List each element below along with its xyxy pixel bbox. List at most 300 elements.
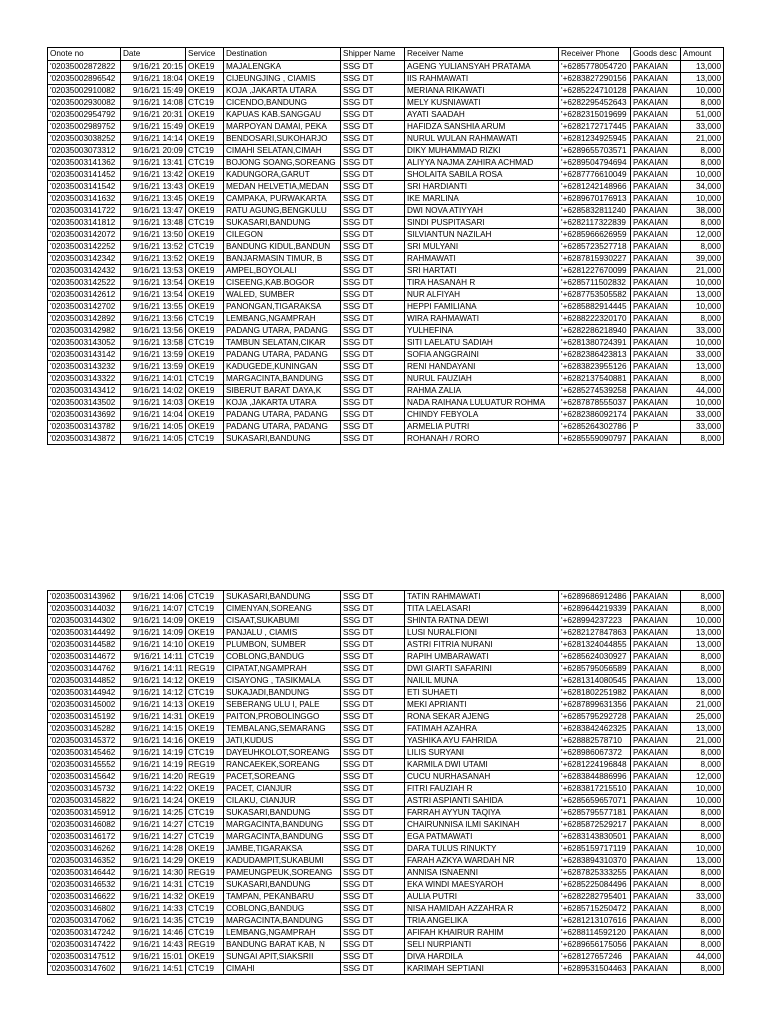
- cell-receiver-name: NADA RAIHANA LULUATUR ROHMA: [405, 397, 559, 409]
- cell-amount: 8,000: [681, 217, 724, 229]
- cell-amount: 8,000: [681, 373, 724, 385]
- table-row: [48, 591, 724, 603]
- cell-date: 9/16/21 14:32: [121, 891, 186, 903]
- cell-receiver-name: SHINTA RATNA DEWI: [405, 615, 559, 627]
- table-row: [48, 433, 724, 445]
- cell-receiver-name: TATIN RAHMAWATI: [405, 591, 559, 603]
- cell-receiver-phone: '+6281227670099: [559, 265, 631, 277]
- cell-destination: CIMAHI SELATAN,CIMAH: [224, 145, 341, 157]
- cell-onote-no: '02035003146442: [48, 867, 121, 879]
- cell-receiver-phone: '+6281380724391: [559, 337, 631, 349]
- cell-amount: 8,000: [681, 807, 724, 819]
- cell-date: 9/16/21 13:54: [121, 289, 186, 301]
- cell-receiver-phone: '+6285224710128: [559, 85, 631, 97]
- table-row: [48, 675, 724, 687]
- cell-service: OKE19: [186, 301, 224, 313]
- cell-amount: 38,000: [681, 205, 724, 217]
- cell-service: CTC19: [186, 157, 224, 169]
- cell-service: OKE19: [186, 181, 224, 193]
- cell-receiver-name: MEKI APRIANTI: [405, 699, 559, 711]
- cell-goods-desc: PAKAIAN: [631, 361, 681, 373]
- cell-service: OKE19: [186, 193, 224, 205]
- cell-destination: SEBERANG ULU I, PALE: [224, 699, 341, 711]
- shipment-table-bottom: [47, 590, 724, 975]
- cell-onote-no: '02035003146532: [48, 879, 121, 891]
- cell-onote-no: '02035002954792: [48, 109, 121, 121]
- cell-date: 9/16/21 13:42: [121, 169, 186, 181]
- cell-amount: 13,000: [681, 627, 724, 639]
- cell-service: OKE19: [186, 61, 224, 73]
- header-row: [48, 48, 724, 61]
- cell-amount: 44,000: [681, 951, 724, 963]
- cell-goods-desc: PAKAIAN: [631, 133, 681, 145]
- cell-amount: 21,000: [681, 735, 724, 747]
- cell-goods-desc: PAKAIAN: [631, 433, 681, 445]
- cell-goods-desc: PAKAIAN: [631, 603, 681, 615]
- cell-amount: 8,000: [681, 915, 724, 927]
- cell-service: CTC19: [186, 337, 224, 349]
- cell-date: 9/16/21 13:48: [121, 217, 186, 229]
- cell-receiver-name: AULIA PUTRI: [405, 891, 559, 903]
- cell-destination: BANJARMASIN TIMUR, B: [224, 253, 341, 265]
- cell-receiver-phone: '+6282286218940: [559, 325, 631, 337]
- cell-receiver-name: DIKY MUHAMMAD RIZKI: [405, 145, 559, 157]
- cell-shipper-name: SSG DT: [341, 421, 405, 433]
- cell-receiver-name: KARMILA DWI UTAMI: [405, 759, 559, 771]
- cell-service: OKE19: [186, 951, 224, 963]
- cell-destination: MARGACINTA,BANDUNG: [224, 831, 341, 843]
- cell-service: REG19: [186, 759, 224, 771]
- cell-destination: MARGACINTA,BANDUNG: [224, 819, 341, 831]
- cell-service: OKE19: [186, 361, 224, 373]
- cell-destination: CISEENG,KAB.BOGOR: [224, 277, 341, 289]
- cell-goods-desc: PAKAIAN: [631, 747, 681, 759]
- cell-date: 9/16/21 14:22: [121, 783, 186, 795]
- cell-receiver-phone: '+6287878555037: [559, 397, 631, 409]
- cell-destination: SUKASARI,BANDUNG: [224, 591, 341, 603]
- table-row: [48, 771, 724, 783]
- cell-destination: SUKAJADI,BANDUNG: [224, 687, 341, 699]
- cell-receiver-phone: '+6282137540881: [559, 373, 631, 385]
- cell-goods-desc: PAKAIAN: [631, 61, 681, 73]
- cell-receiver-name: LUSI NURALFIONI: [405, 627, 559, 639]
- table-row: [48, 289, 724, 301]
- cell-destination: CIMENYAN,SOREANG: [224, 603, 341, 615]
- cell-goods-desc: PAKAIAN: [631, 651, 681, 663]
- cell-shipper-name: SSG DT: [341, 349, 405, 361]
- cell-date: 9/16/21 15:49: [121, 121, 186, 133]
- cell-shipper-name: SSG DT: [341, 711, 405, 723]
- cell-receiver-name: DARA TULUS RINUKTY: [405, 843, 559, 855]
- cell-onote-no: '02035003144762: [48, 663, 121, 675]
- cell-goods-desc: PAKAIAN: [631, 325, 681, 337]
- cell-date: 9/16/21 14:33: [121, 903, 186, 915]
- cell-date: 9/16/21 14:11: [121, 663, 186, 675]
- table-row: [48, 963, 724, 975]
- table-row: [48, 723, 724, 735]
- cell-onote-no: '02035003142982: [48, 325, 121, 337]
- cell-date: 9/16/21 14:05: [121, 433, 186, 445]
- cell-receiver-name: CHAIRUNNISA ILMI SAKINAH: [405, 819, 559, 831]
- cell-receiver-phone: '+6289504794694: [559, 157, 631, 169]
- cell-goods-desc: PAKAIAN: [631, 157, 681, 169]
- cell-receiver-name: TIRA HASANAH R: [405, 277, 559, 289]
- cell-shipper-name: SSG DT: [341, 807, 405, 819]
- cell-date: 9/16/21 13:41: [121, 157, 186, 169]
- cell-shipper-name: SSG DT: [341, 783, 405, 795]
- cell-goods-desc: PAKAIAN: [631, 663, 681, 675]
- cell-amount: 8,000: [681, 927, 724, 939]
- table-row: [48, 711, 724, 723]
- cell-amount: 8,000: [681, 603, 724, 615]
- cell-amount: 8,000: [681, 759, 724, 771]
- cell-onote-no: '02035003146172: [48, 831, 121, 843]
- table-row: [48, 85, 724, 97]
- cell-receiver-name: FARAH AZKYA WARDAH NR: [405, 855, 559, 867]
- cell-shipper-name: SSG DT: [341, 361, 405, 373]
- table-row: [48, 385, 724, 397]
- cell-date: 9/16/21 14:02: [121, 385, 186, 397]
- cell-service: OKE19: [186, 783, 224, 795]
- cell-service: OKE19: [186, 675, 224, 687]
- cell-service: CTC19: [186, 145, 224, 157]
- cell-receiver-phone: '+6285559090797: [559, 433, 631, 445]
- cell-date: 9/16/21 20:31: [121, 109, 186, 121]
- cell-onote-no: '02035003145822: [48, 795, 121, 807]
- cell-receiver-name: CHINDY FEBYOLA: [405, 409, 559, 421]
- cell-goods-desc: PAKAIAN: [631, 409, 681, 421]
- cell-destination: SUKASARI,BANDUNG: [224, 217, 341, 229]
- cell-receiver-name: SINDI PUSPITASARI: [405, 217, 559, 229]
- cell-receiver-phone: '+6289644219339: [559, 603, 631, 615]
- cell-amount: 13,000: [681, 675, 724, 687]
- cell-goods-desc: PAKAIAN: [631, 675, 681, 687]
- cell-onote-no: '02035003141812: [48, 217, 121, 229]
- cell-receiver-phone: '+6282386092174: [559, 409, 631, 421]
- cell-onote-no: '02035003143322: [48, 373, 121, 385]
- cell-receiver-name: HEPPI FAMILIANA: [405, 301, 559, 313]
- cell-goods-desc: PAKAIAN: [631, 867, 681, 879]
- cell-onote-no: '02035003145002: [48, 699, 121, 711]
- cell-service: OKE19: [186, 385, 224, 397]
- cell-receiver-phone: '+6281802251982: [559, 687, 631, 699]
- cell-receiver-name: RAHMAWATI: [405, 253, 559, 265]
- cell-goods-desc: PAKAIAN: [631, 397, 681, 409]
- cell-amount: 13,000: [681, 61, 724, 73]
- cell-onote-no: '02035003143412: [48, 385, 121, 397]
- cell-amount: 8,000: [681, 747, 724, 759]
- cell-receiver-name: ETI SUHAETI: [405, 687, 559, 699]
- cell-receiver-phone: '+6283842462325: [559, 723, 631, 735]
- cell-goods-desc: PAKAIAN: [631, 205, 681, 217]
- cell-receiver-name: IIS RAHMAWATI: [405, 73, 559, 85]
- cell-date: 9/16/21 14:13: [121, 699, 186, 711]
- cell-receiver-phone: '+6289686912486: [559, 591, 631, 603]
- cell-date: 9/16/21 15:49: [121, 85, 186, 97]
- cell-onote-no: '02035003142252: [48, 241, 121, 253]
- cell-receiver-phone: '+6285832811240: [559, 205, 631, 217]
- cell-onote-no: '02035003142432: [48, 265, 121, 277]
- cell-shipper-name: SSG DT: [341, 229, 405, 241]
- cell-onote-no: '02035003144852: [48, 675, 121, 687]
- cell-goods-desc: PAKAIAN: [631, 85, 681, 97]
- cell-service: CTC19: [186, 373, 224, 385]
- cell-receiver-phone: '+6285711502832: [559, 277, 631, 289]
- table-row: [48, 663, 724, 675]
- cell-destination: BENDOSARI,SUKOHARJO: [224, 133, 341, 145]
- table-row: [48, 855, 724, 867]
- cell-shipper-name: SSG DT: [341, 639, 405, 651]
- header-service: Service: [186, 48, 224, 61]
- cell-onote-no: '02035003146622: [48, 891, 121, 903]
- cell-onote-no: '02035003143502: [48, 397, 121, 409]
- cell-receiver-name: ALIYYA NAJMA ZAHIRA ACHMAD: [405, 157, 559, 169]
- cell-receiver-name: RENI HANDAYANI: [405, 361, 559, 373]
- cell-service: OKE19: [186, 891, 224, 903]
- cell-onote-no: '02035003143142: [48, 349, 121, 361]
- header-receiver-name: Receiver Name: [405, 48, 559, 61]
- cell-receiver-name: DWI GIARTI SAFARINI: [405, 663, 559, 675]
- cell-service: OKE19: [186, 843, 224, 855]
- table-row: [48, 747, 724, 759]
- cell-date: 9/16/21 14:12: [121, 687, 186, 699]
- cell-receiver-phone: '+628882578710: [559, 735, 631, 747]
- cell-amount: 33,000: [681, 409, 724, 421]
- cell-service: OKE19: [186, 615, 224, 627]
- cell-shipper-name: SSG DT: [341, 325, 405, 337]
- cell-receiver-name: EKA WINDI MAESYAROH: [405, 879, 559, 891]
- cell-receiver-name: AGENG YULIANSYAH PRATAMA: [405, 61, 559, 73]
- cell-receiver-phone: '+628127657246: [559, 951, 631, 963]
- cell-amount: 10,000: [681, 843, 724, 855]
- cell-shipper-name: SSG DT: [341, 85, 405, 97]
- cell-shipper-name: SSG DT: [341, 831, 405, 843]
- cell-receiver-phone: '+6289670176913: [559, 193, 631, 205]
- cell-receiver-phone: '+6281213107616: [559, 915, 631, 927]
- table-row: [48, 205, 724, 217]
- table-row: [48, 843, 724, 855]
- cell-receiver-name: SRI MULYANI: [405, 241, 559, 253]
- cell-destination: PADANG UTARA, PADANG: [224, 325, 341, 337]
- cell-service: REG19: [186, 939, 224, 951]
- cell-goods-desc: PAKAIAN: [631, 349, 681, 361]
- cell-destination: DAYEUHKOLOT,SOREANG: [224, 747, 341, 759]
- cell-receiver-name: SOFIA ANGGRAINI: [405, 349, 559, 361]
- cell-goods-desc: PAKAIAN: [631, 963, 681, 975]
- cell-date: 9/16/21 14:12: [121, 675, 186, 687]
- cell-receiver-phone: '+6287815930227: [559, 253, 631, 265]
- table-row: [48, 615, 724, 627]
- cell-destination: MARPOYAN DAMAI, PEKA: [224, 121, 341, 133]
- cell-onote-no: '02035003145642: [48, 771, 121, 783]
- cell-amount: 8,000: [681, 241, 724, 253]
- cell-destination: PANJALU , CIAMIS: [224, 627, 341, 639]
- cell-onote-no: '02035003144942: [48, 687, 121, 699]
- cell-receiver-name: ASTRI FITRIA NURANI: [405, 639, 559, 651]
- cell-destination: CISAAT,SUKABUMI: [224, 615, 341, 627]
- cell-goods-desc: PAKAIAN: [631, 939, 681, 951]
- cell-receiver-name: TRIA ANGELIKA: [405, 915, 559, 927]
- cell-onote-no: '02035003144302: [48, 615, 121, 627]
- cell-destination: BANDUNG BARAT KAB, N: [224, 939, 341, 951]
- cell-onote-no: '02035003146082: [48, 819, 121, 831]
- table-row: [48, 169, 724, 181]
- cell-shipper-name: SSG DT: [341, 109, 405, 121]
- cell-receiver-name: KARIMAH SEPTIANI: [405, 963, 559, 975]
- cell-shipper-name: SSG DT: [341, 603, 405, 615]
- cell-destination: MEDAN HELVETIA,MEDAN: [224, 181, 341, 193]
- cell-onote-no: '02035003146262: [48, 843, 121, 855]
- cell-destination: CILEGON: [224, 229, 341, 241]
- cell-receiver-name: DIVA HARDILA: [405, 951, 559, 963]
- cell-shipper-name: SSG DT: [341, 843, 405, 855]
- cell-goods-desc: PAKAIAN: [631, 73, 681, 85]
- cell-date: 9/16/21 20:09: [121, 145, 186, 157]
- cell-shipper-name: SSG DT: [341, 651, 405, 663]
- cell-date: 9/16/21 14:35: [121, 915, 186, 927]
- cell-goods-desc: PAKAIAN: [631, 759, 681, 771]
- cell-destination: PANONGAN,TIGARAKSA: [224, 301, 341, 313]
- cell-date: 9/16/21 14:01: [121, 373, 186, 385]
- cell-receiver-phone: '+6282282795401: [559, 891, 631, 903]
- table-row: [48, 229, 724, 241]
- cell-onote-no: '02035003147242: [48, 927, 121, 939]
- cell-service: OKE19: [186, 169, 224, 181]
- cell-date: 9/16/21 14:09: [121, 627, 186, 639]
- cell-amount: 33,000: [681, 891, 724, 903]
- cell-amount: 21,000: [681, 133, 724, 145]
- cell-amount: 10,000: [681, 337, 724, 349]
- cell-date: 9/16/21 14:30: [121, 867, 186, 879]
- cell-destination: RATU AGUNG,BENGKULU: [224, 205, 341, 217]
- cell-date: 9/16/21 14:08: [121, 97, 186, 109]
- cell-goods-desc: PAKAIAN: [631, 385, 681, 397]
- cell-destination: AMPEL,BOYOLALI: [224, 265, 341, 277]
- cell-receiver-name: ROHANAH / RORO: [405, 433, 559, 445]
- cell-amount: 44,000: [681, 385, 724, 397]
- cell-service: OKE19: [186, 277, 224, 289]
- cell-date: 9/16/21 14:19: [121, 747, 186, 759]
- cell-amount: 33,000: [681, 121, 724, 133]
- cell-service: CTC19: [186, 241, 224, 253]
- cell-date: 9/16/21 14:27: [121, 831, 186, 843]
- cell-service: CTC19: [186, 807, 224, 819]
- cell-goods-desc: PAKAIAN: [631, 855, 681, 867]
- cell-date: 9/16/21 14:07: [121, 603, 186, 615]
- cell-receiver-phone: '+6282315019699: [559, 109, 631, 121]
- cell-receiver-name: CUCU NURHASANAH: [405, 771, 559, 783]
- cell-destination: PAMEUNGPEUK,SOREANG: [224, 867, 341, 879]
- cell-receiver-phone: '+6283894310370: [559, 855, 631, 867]
- table-row: [48, 651, 724, 663]
- cell-goods-desc: PAKAIAN: [631, 277, 681, 289]
- cell-onote-no: '02035003141452: [48, 169, 121, 181]
- cell-date: 9/16/21 18:04: [121, 73, 186, 85]
- header-shipper-name: Shipper Name: [341, 48, 405, 61]
- cell-amount: 13,000: [681, 723, 724, 735]
- cell-onote-no: '02035003143692: [48, 409, 121, 421]
- cell-amount: 10,000: [681, 85, 724, 97]
- table-row: [48, 193, 724, 205]
- cell-service: CTC19: [186, 651, 224, 663]
- cell-service: OKE19: [186, 349, 224, 361]
- cell-date: 9/16/21 14:11: [121, 651, 186, 663]
- cell-service: OKE19: [186, 409, 224, 421]
- cell-destination: CAMPAKA, PURWAKARTA: [224, 193, 341, 205]
- cell-amount: 13,000: [681, 73, 724, 85]
- cell-date: 9/16/21 13:43: [121, 181, 186, 193]
- cell-onote-no: '02035003147602: [48, 963, 121, 975]
- cell-shipper-name: SSG DT: [341, 289, 405, 301]
- cell-shipper-name: SSG DT: [341, 313, 405, 325]
- cell-destination: PLUMBON, SUMBER: [224, 639, 341, 651]
- cell-destination: SUKASARI,BANDUNG: [224, 879, 341, 891]
- cell-goods-desc: PAKAIAN: [631, 217, 681, 229]
- cell-shipper-name: SSG DT: [341, 121, 405, 133]
- cell-receiver-name: NUR ALFIYAH: [405, 289, 559, 301]
- cell-service: OKE19: [186, 639, 224, 651]
- cell-amount: 8,000: [681, 591, 724, 603]
- header-amount: Amount: [681, 48, 724, 61]
- cell-service: OKE19: [186, 121, 224, 133]
- cell-goods-desc: PAKAIAN: [631, 795, 681, 807]
- cell-receiver-phone: '+6281314080545: [559, 675, 631, 687]
- cell-shipper-name: SSG DT: [341, 591, 405, 603]
- cell-amount: 8,000: [681, 97, 724, 109]
- table-row: [48, 313, 724, 325]
- cell-date: 9/16/21 14:51: [121, 963, 186, 975]
- cell-amount: 10,000: [681, 169, 724, 181]
- table-row: [48, 241, 724, 253]
- cell-shipper-name: SSG DT: [341, 97, 405, 109]
- cell-onote-no: '02035003143052: [48, 337, 121, 349]
- cell-destination: BOJONG SOANG,SOREANG: [224, 157, 341, 169]
- table-row: [48, 639, 724, 651]
- cell-date: 9/16/21 14:31: [121, 711, 186, 723]
- cell-destination: KADUGEDE,KUNINGAN: [224, 361, 341, 373]
- cell-receiver-name: NAILIL MUNA: [405, 675, 559, 687]
- cell-goods-desc: PAKAIAN: [631, 735, 681, 747]
- cell-service: OKE19: [186, 325, 224, 337]
- cell-shipper-name: SSG DT: [341, 927, 405, 939]
- cell-amount: 33,000: [681, 421, 724, 433]
- cell-onote-no: '02035003146352: [48, 855, 121, 867]
- cell-onote-no: '02035003145282: [48, 723, 121, 735]
- cell-receiver-phone: '+6285715250472: [559, 903, 631, 915]
- cell-date: 9/16/21 14:15: [121, 723, 186, 735]
- cell-destination: TAMBUN SELATAN,CIKAR: [224, 337, 341, 349]
- cell-shipper-name: SSG DT: [341, 433, 405, 445]
- cell-amount: 8,000: [681, 663, 724, 675]
- cell-shipper-name: SSG DT: [341, 169, 405, 181]
- cell-amount: 8,000: [681, 313, 724, 325]
- table-row: [48, 73, 724, 85]
- cell-shipper-name: SSG DT: [341, 181, 405, 193]
- cell-destination: MAJALENGKA: [224, 61, 341, 73]
- cell-receiver-phone: '+6289655703571: [559, 145, 631, 157]
- cell-date: 9/16/21 14:46: [121, 927, 186, 939]
- cell-date: 9/16/21 14:10: [121, 639, 186, 651]
- cell-receiver-phone: '+6281234925945: [559, 133, 631, 145]
- cell-amount: 8,000: [681, 867, 724, 879]
- cell-destination: PACET, CIANJUR: [224, 783, 341, 795]
- cell-goods-desc: PAKAIAN: [631, 373, 681, 385]
- cell-goods-desc: PAKAIAN: [631, 807, 681, 819]
- cell-service: OKE19: [186, 711, 224, 723]
- cell-shipper-name: SSG DT: [341, 663, 405, 675]
- cell-amount: 34,000: [681, 181, 724, 193]
- cell-destination: PADANG UTARA, PADANG: [224, 409, 341, 421]
